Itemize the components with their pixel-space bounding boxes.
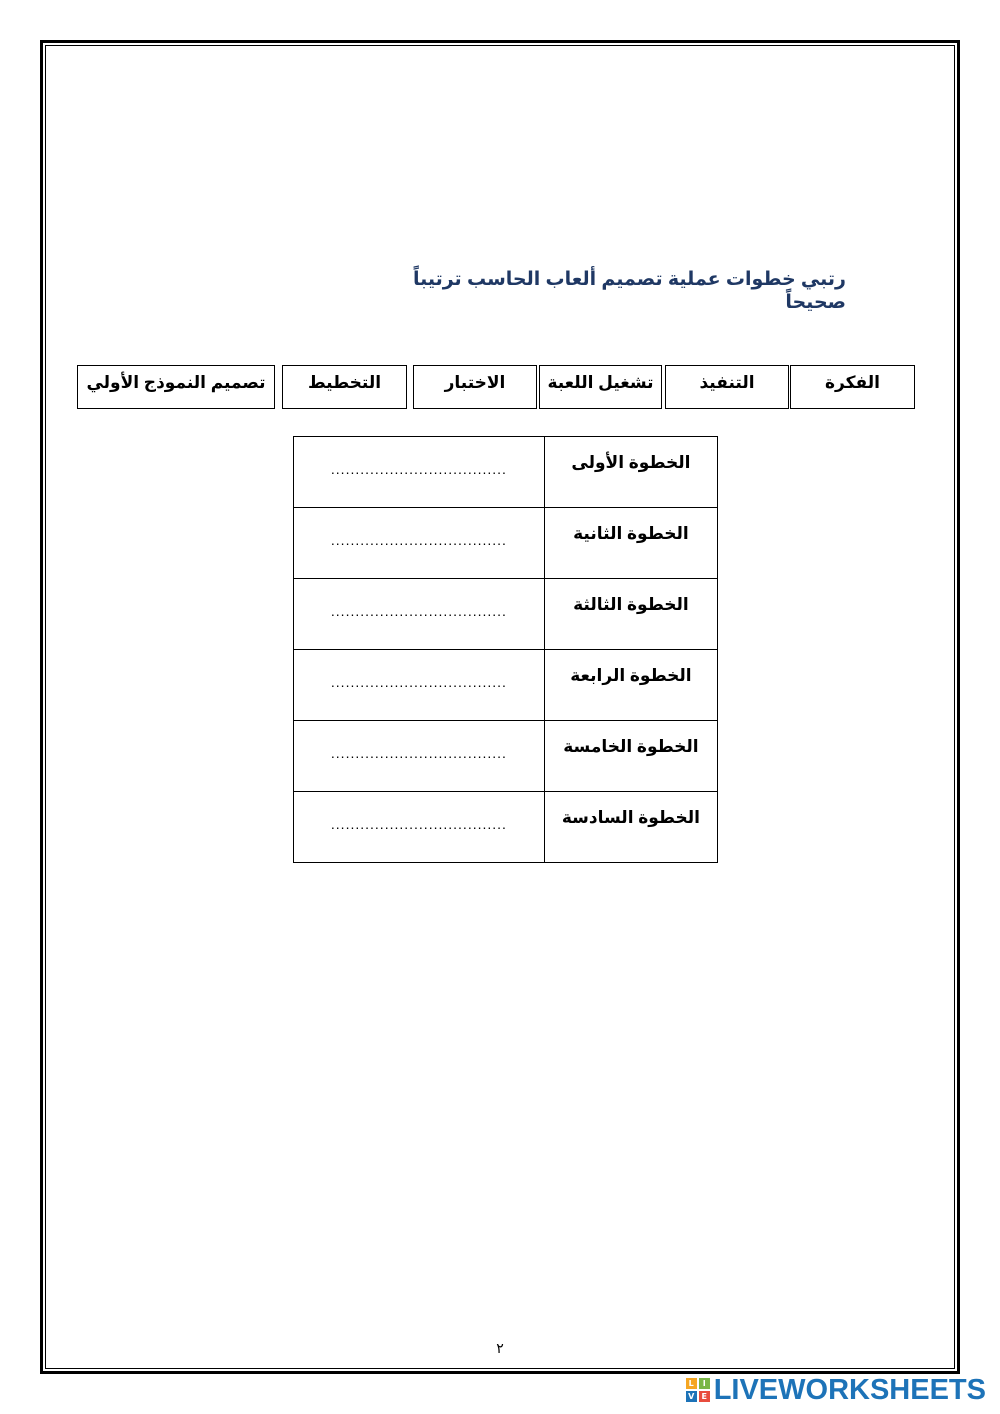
choice-idea[interactable]: الفكرة: [790, 365, 915, 409]
step-label: الخطوة الرابعة: [544, 650, 717, 721]
choice-run-game[interactable]: تشغيل اللعبة: [539, 365, 662, 409]
logo-letter: I: [699, 1378, 710, 1389]
step-6-answer-input[interactable]: [303, 812, 535, 836]
step-label: الخطوة الخامسة: [544, 721, 717, 792]
liveworksheets-logo-icon: [686, 1378, 710, 1402]
table-row: [294, 650, 718, 721]
step-label: الخطوة الثالثة: [544, 579, 717, 650]
steps-table: [293, 436, 718, 863]
choice-planning[interactable]: التخطيط: [282, 365, 407, 409]
step-answer-cell: [294, 508, 545, 579]
step-answer-cell: [294, 792, 545, 863]
table-row: [294, 579, 718, 650]
logo-letter: E: [699, 1391, 710, 1402]
choice-prototype-design[interactable]: تصميم النموذج الأولي: [77, 365, 275, 409]
logo-letter: V: [686, 1391, 697, 1402]
step-4-answer-input[interactable]: [303, 670, 535, 694]
step-1-answer-input[interactable]: [303, 457, 535, 481]
page-number: ٢: [496, 1340, 504, 1356]
step-5-answer-input[interactable]: [303, 741, 535, 765]
table-row: [294, 437, 718, 508]
choice-testing[interactable]: الاختبار: [413, 365, 537, 409]
step-label: الخطوة الثانية: [544, 508, 717, 579]
step-2-answer-input[interactable]: [303, 528, 535, 552]
step-answer-cell: [294, 650, 545, 721]
step-3-answer-input[interactable]: [303, 599, 535, 623]
logo-letter: L: [686, 1378, 697, 1389]
brand-name: LIVEWORKSHEETS: [713, 1373, 986, 1406]
brand-watermark[interactable]: [686, 1374, 986, 1406]
step-label: الخطوة الأولى: [544, 437, 717, 508]
step-answer-cell: [294, 721, 545, 792]
table-row: [294, 721, 718, 792]
step-answer-cell: [294, 437, 545, 508]
table-row: [294, 792, 718, 863]
choice-implementation[interactable]: التنفيذ: [665, 365, 789, 409]
instruction-text: رتبي خطوات عملية تصميم ألعاب الحاسب ترتيباً صحيحاً: [412, 269, 846, 313]
step-answer-cell: [294, 579, 545, 650]
step-label: الخطوة السادسة: [544, 792, 717, 863]
table-row: [294, 508, 718, 579]
